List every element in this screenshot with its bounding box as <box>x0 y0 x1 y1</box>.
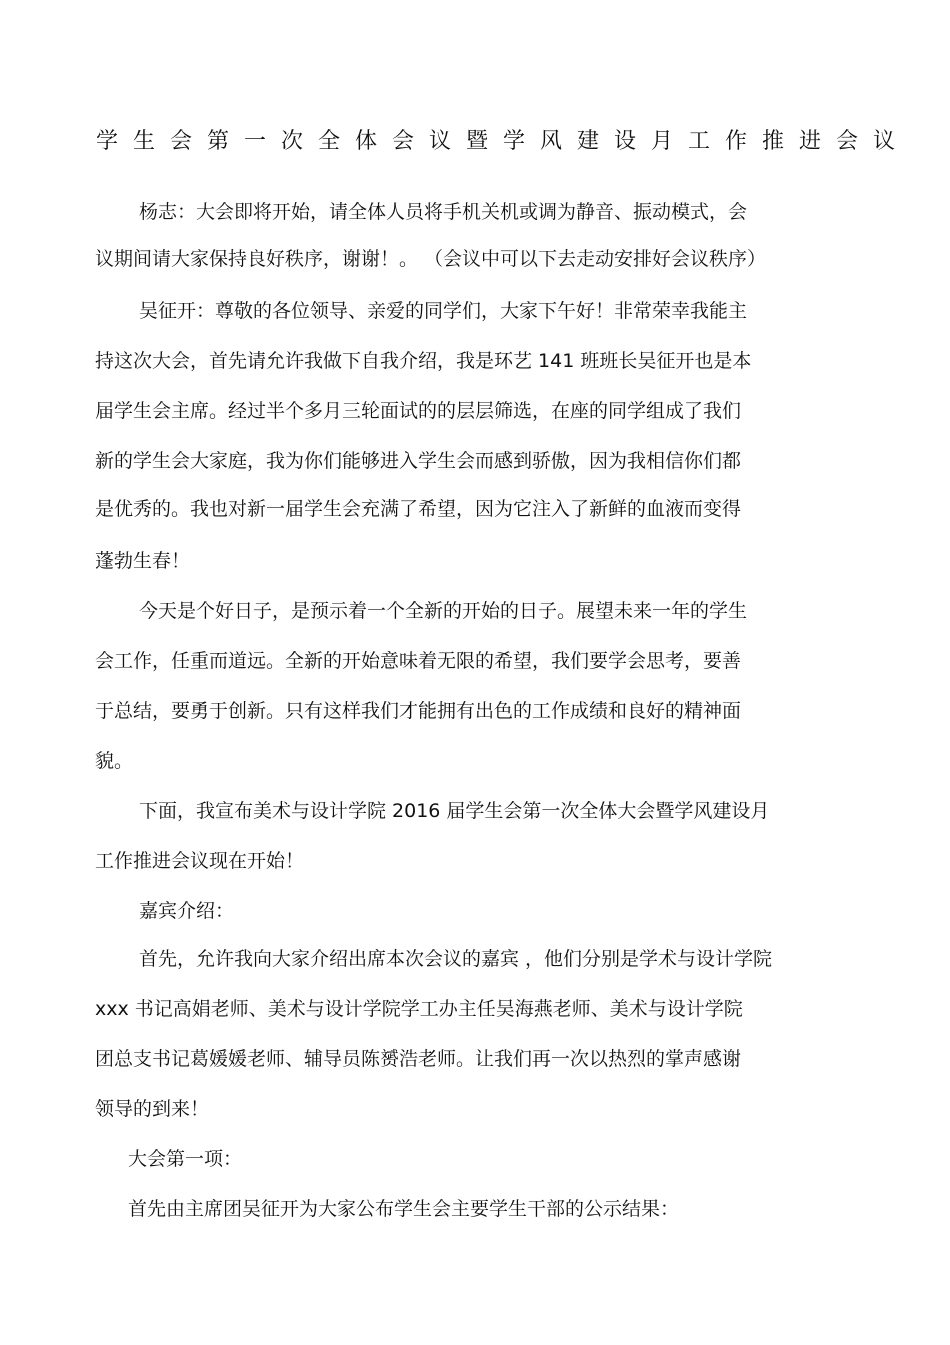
text-line: 新的学生会大家庭，我为你们能够进入学生会而感到骄傲，因为我相信你们都 <box>95 450 742 472</box>
text-line: 于总结，要勇于创新。只有这样我们才能拥有出色的工作成绩和良好的精神面 <box>95 700 742 722</box>
text-line: 会工作，任重而道远。全新的开始意味着无限的希望，我们要学会思考，要善 <box>95 650 742 672</box>
text-line: 首先由主席团吴征开为大家公布学生会主要学生干部的公示结果： <box>128 1198 680 1220</box>
text-line: 首先，允许我向大家介绍出席本次会议的嘉宾 ，他们分别是学术与设计学院 <box>139 948 773 970</box>
text-line: 今天是个好日子，是预示着一个全新的开始的日子。展望未来一年的学生 <box>139 600 748 622</box>
text-line: 杨志：大会即将开始，请全体人员将手机关机或调为静音、振动模式，会 <box>139 201 748 223</box>
text-line: 工作推进会议现在开始！ <box>95 850 305 872</box>
text-line: xxx 书记高娟老师、美术与设计学院学工办主任吴海燕老师、美术与设计学院 <box>95 998 743 1020</box>
text-line: 届学生会主席。经过半个多月三轮面试的的层层筛选，在座的同学组成了我们 <box>95 400 742 422</box>
document-title: 学生会第一次全体会议暨学风建设月工作推进会议 <box>96 129 911 154</box>
text-line: 下面，我宣布美术与设计学院 2016 届学生会第一次全体大会暨学风建设月 <box>139 800 770 822</box>
text-line: 蓬勃生春！ <box>95 550 191 572</box>
text-line: 领导的到来！ <box>95 1098 210 1120</box>
text-line: 吴征开：尊敬的各位领导、亲爱的同学们，大家下午好！非常荣幸我能主 <box>139 300 748 322</box>
text-line: 持这次大会，首先请允许我做下自我介绍，我是环艺 141 班班长吴征开也是本 <box>95 350 752 372</box>
text-line: 嘉宾介绍： <box>139 900 235 922</box>
text-line: 大会第一项： <box>128 1148 243 1170</box>
text-line: 议期间请大家保持良好秩序，谢谢！。 （会议中可以下去走动安排好会议秩序） <box>95 248 767 270</box>
text-line: 团总支书记葛媛媛老师、辅导员陈赟浩老师。让我们再一次以热烈的掌声感谢 <box>95 1048 742 1070</box>
text-line: 是优秀的。我也对新一届学生会充满了希望，因为它注入了新鲜的血液而变得 <box>95 498 742 520</box>
text-line: 貌。 <box>95 750 134 772</box>
